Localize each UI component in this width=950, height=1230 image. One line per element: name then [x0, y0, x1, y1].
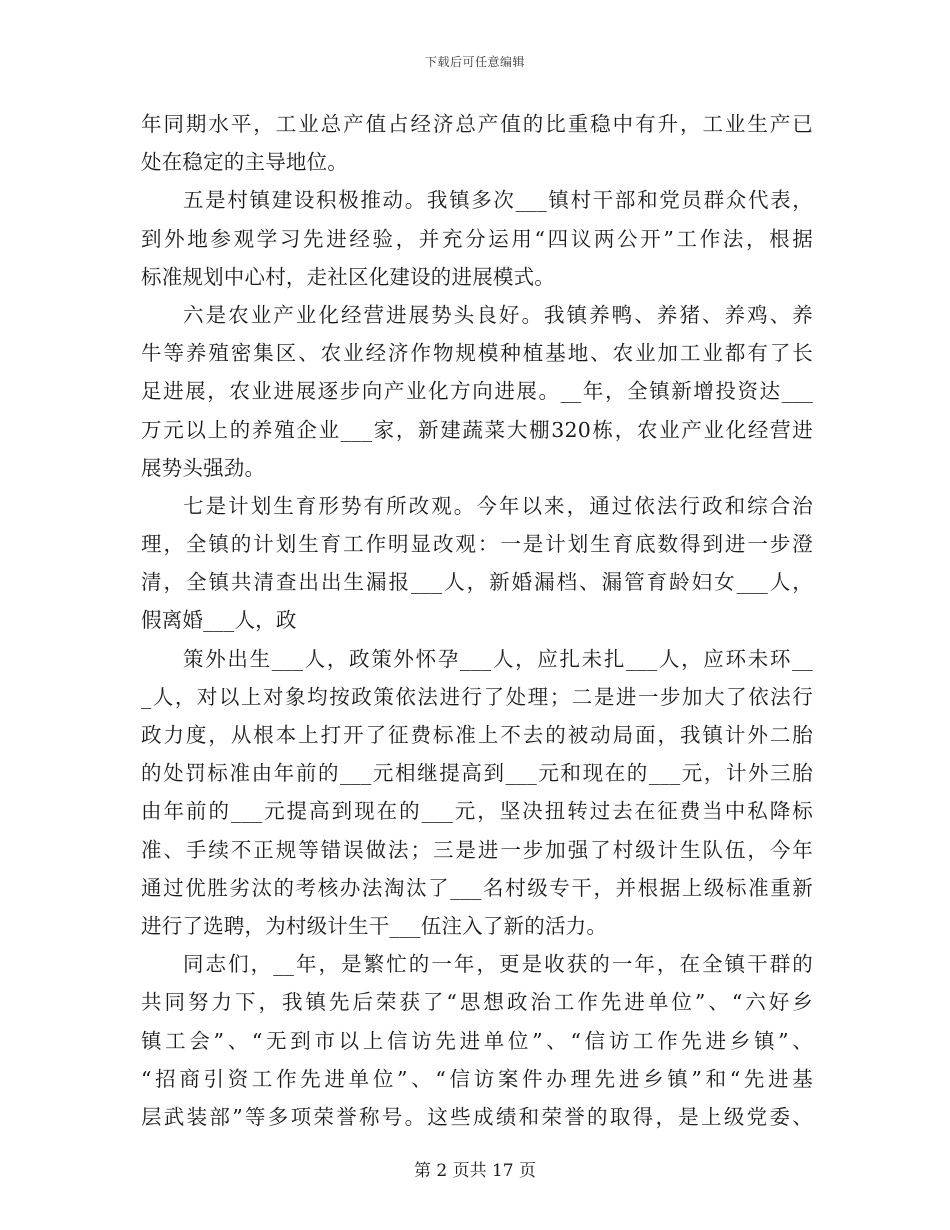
text-line: 的处罚标准由年前的___元相继提高到___元和现在的___元，计外三胎	[141, 761, 813, 786]
text-line: 足进展，农业进展逐步向产业化方向进展。__年，全镇新增投资达___	[141, 379, 813, 404]
text-line: 镇工会”、“无到市以上信访先进单位”、“信访工作先进乡镇”、	[141, 1028, 813, 1053]
text-line: 到外地参观学习先进经验，并充分运用“四议两公开”工作法，根据	[141, 226, 813, 251]
text-line: 同志们，__年，是繁忙的一年，更是收获的一年，在全镇干群的	[183, 952, 813, 977]
text-line: 进行了选聘，为村级计生干___伍注入了新的活力。	[141, 913, 608, 938]
text-line: 政力度，从根本上打开了征费标准上不去的被动局面，我镇计外二胎	[141, 723, 813, 747]
paragraph	[141, 105, 813, 181]
text-line: 准、手续不正规等错误做法；三是进一步加强了村级计生队伍，今年	[141, 837, 813, 862]
paragraph	[141, 487, 813, 640]
text-line: _人，对以上对象均按政策依法进行了处理；二是进一步加大了依法行	[141, 684, 813, 709]
text-line: 六是农业产业化经营进展势头良好。我镇养鸭、养猪、养鸡、养	[183, 302, 813, 327]
paragraph	[141, 296, 813, 487]
text-line: 层武装部”等多项荣誉称号。这些成绩和荣誉的取得，是上级党委、	[141, 1104, 813, 1129]
text-line: 策外出生___人，政策外怀孕___人，应扎未扎___人，应环未环__	[183, 646, 813, 671]
text-line: “招商引资工作先进单位”、“信访案件办理先进乡镇”和“先进基	[141, 1066, 813, 1091]
page-number: 第 2 页共 17 页	[413, 1161, 537, 1181]
text-line: 通过优胜劣汰的考核办法淘汰了___名村级专干，并根据上级标准重新	[141, 875, 813, 900]
text-line: 共同努力下，我镇先后荣获了“思想政治工作先进单位”、“六好乡	[141, 990, 813, 1015]
header-note: 下载后可任意编辑	[424, 55, 525, 69]
text-line: 年同期水平，工业总产值占经济总产值的比重稳中有升，工业生产已	[141, 112, 813, 136]
text-line: 标准规划中心村，走社区化建设的进展模式。	[141, 264, 555, 289]
text-line: 处在稳定的主导地位。	[141, 150, 348, 175]
text-line: 假离婚___人，政	[141, 608, 297, 633]
text-line: 清，全镇共清查出出生漏报___人，新婚漏档、漏管育龄妇女___人，	[141, 570, 813, 595]
document-body	[141, 105, 813, 1136]
text-line: 理，全镇的计划生育工作明显改观：一是计划生育底数得到进一步澄	[141, 532, 813, 557]
text-line: 由年前的___元提高到现在的___元，坚决扭转过去在征费当中私降标	[141, 799, 813, 824]
text-line: 万元以上的养殖企业___家，新建蔬菜大棚320栋，农业产业化经营进	[141, 417, 813, 442]
text-line: 牛等养殖密集区、农业经济作物规模种植基地、农业加工业都有了长	[141, 341, 813, 366]
text-line: 七是计划生育形势有所改观。今年以来，通过依法行政和综合治	[183, 493, 813, 518]
paragraph	[141, 181, 813, 296]
paragraph	[141, 945, 813, 1136]
text-line: 展势头强劲。	[141, 455, 266, 480]
paragraph	[141, 640, 813, 946]
text-line: 五是村镇建设积极推动。我镇多次___镇村干部和党员群众代表，	[183, 188, 813, 213]
